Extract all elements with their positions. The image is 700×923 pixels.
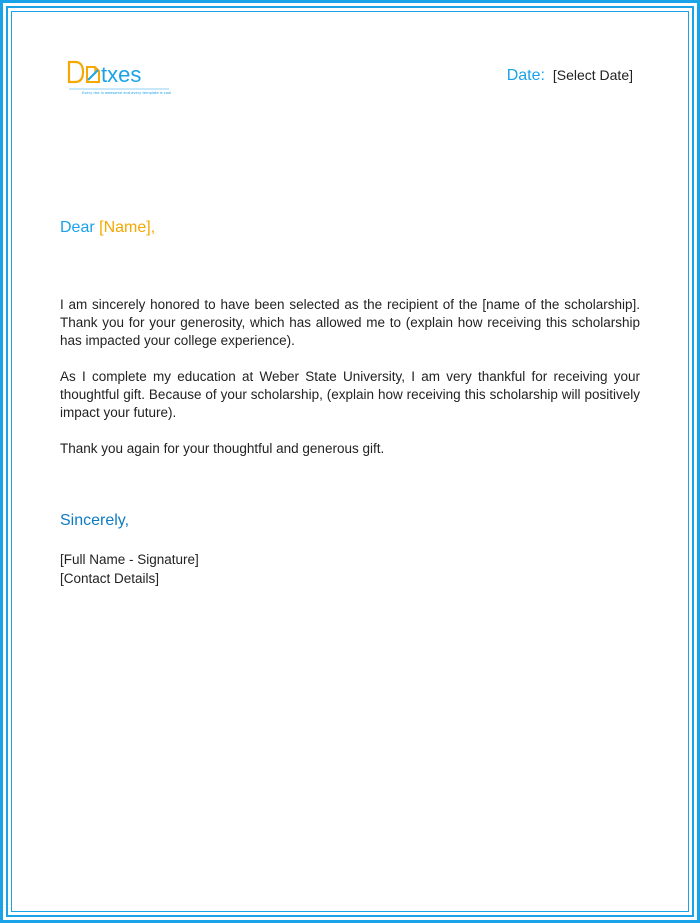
paragraph-3: Thank you again for your thoughtful and generous gift. bbox=[60, 441, 385, 456]
date-field[interactable]: [Select Date] bbox=[552, 67, 633, 83]
signature-name[interactable]: [Full Name - Signature] bbox=[60, 552, 199, 567]
signature-contact[interactable]: [Contact Details] bbox=[60, 571, 160, 586]
salutation-greeting: Dear bbox=[60, 219, 95, 236]
paragraph-2: As I complete my education at Weber State University, I am very thankful for receiving your thoughtful gift. Because of your scholarship, (explain how receiving this scholarship will positively impact your future). bbox=[60, 369, 640, 420]
date-line bbox=[507, 67, 633, 85]
dotxes-logo bbox=[66, 58, 176, 98]
recipient-name[interactable]: [Name], bbox=[99, 219, 156, 236]
svg-text:txes: txes bbox=[101, 62, 142, 87]
salutation bbox=[60, 219, 155, 237]
signature-block bbox=[60, 550, 199, 588]
date-label: Date: bbox=[506, 67, 545, 84]
closing: Sincerely, bbox=[60, 512, 130, 529]
page-border-inner bbox=[11, 11, 689, 912]
logo-tagline: Every doc is awesome and every template is cool bbox=[82, 91, 172, 95]
paragraph-1: I am sincerely honored to have been selected as the recipient of the [name of the scholarship]. Thank you for your generosity, which has allowed me to (explain how receiving this scholarship has impacted your college experience). bbox=[60, 297, 640, 348]
